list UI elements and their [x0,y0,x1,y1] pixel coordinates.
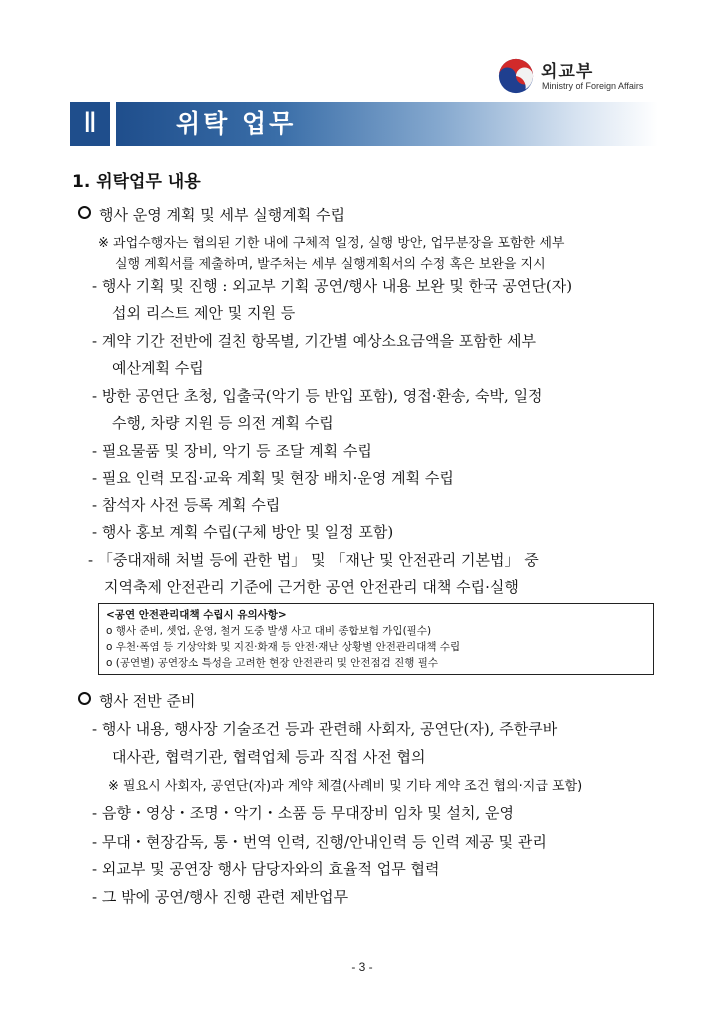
chapter-heading [70,102,658,146]
page-number: - 3 - [351,960,373,974]
list-item: - 외교부 및 공연장 행사 담당자와의 효율적 업무 협력 [92,860,440,878]
mofa-logo [497,55,657,99]
note-box-title: <공연 안전관리대책 수립시 유의사항> [106,609,287,621]
note-box-line: o 행사 준비, 셋업, 운영, 철거 도중 발생 사고 대비 종합보험 가입(필수) [106,625,432,637]
block1-heading-row [78,204,345,225]
list-item: ※ 필요시 사회자, 공연단(자)과 계약 체결(사례비 및 기타 계약 조건 협의·지급 포함) [108,779,583,794]
note-box-line: o (공연별) 공연장소 특성을 고려한 현장 안전관리 및 안전점검 진행 필수 [106,657,438,669]
block1-note-line: 실행 계획서를 제출하며, 발주처는 세부 실행계획서의 수정 혹은 보완을 지시 [115,257,546,272]
list-item: - 무대・현장감독, 통・번역 인력, 진행/안내인력 등 인력 제공 및 관리 [92,833,547,851]
list-item: - 행사 내용, 행사장 기술조건 등과 관련해 사회자, 공연단(자), 주한쿠바 [92,720,558,738]
list-item: - 방한 공연단 초청, 입출국(악기 등 반입 포함), 영접·환송, 숙박, 일정 [92,387,543,405]
block1-heading: 행사 운영 계획 및 세부 실행계획 수립 [99,206,345,224]
circle-bullet-icon [78,692,91,705]
logo-name-korean: 외교부 [541,62,594,82]
list-item: 수행, 차량 지원 등 의전 계획 수립 [112,414,334,432]
section-title: 1. 위탁업무 내용 [72,172,201,192]
taegeuk-emblem-icon [497,57,535,95]
list-item: - 「중대재해 처벌 등에 관한 법」 및 「재난 및 안전관리 기본법」 중 [88,551,539,569]
block2-heading-row [78,690,195,711]
list-item: - 음향・영상・조명・악기・소품 등 무대장비 임차 및 설치, 운영 [92,804,514,822]
list-item: - 행사 홍보 계획 수립(구체 방안 및 일정 포함) [92,523,394,541]
block2-heading: 행사 전반 준비 [99,692,196,710]
list-item: - 필요 인력 모집·교육 계획 및 현장 배치·운영 계획 수립 [92,469,454,487]
list-item: 지역축제 안전관리 기준에 근거한 공연 안전관리 대책 수립·실행 [104,578,519,596]
chapter-number: Ⅱ [70,102,110,146]
circle-bullet-icon [78,206,91,219]
note-box-line: o 우천·폭염 등 기상악화 및 지진·화재 등 안전·재난 상황별 안전관리대책 수립 [106,641,461,653]
list-item: - 참석자 사전 등록 계획 수립 [92,496,281,514]
list-item: - 필요물품 및 장비, 악기 등 조달 계획 수립 [92,442,372,460]
list-item: - 그 밖에 공연/행사 진행 관련 제반업무 [92,888,349,906]
list-item: 섭외 리스트 제안 및 지원 등 [112,304,296,322]
block1-note-line: ※ 과업수행자는 협의된 기한 내에 구체적 일정, 실행 방안, 업무분장을 포함한 세부 [98,236,565,251]
chapter-title-bar [116,102,658,146]
safety-note-box [98,603,654,675]
list-item: - 계약 기간 전반에 걸친 항목별, 기간별 예상소요금액을 포함한 세부 [92,332,536,350]
list-item: 예산계획 수립 [112,359,204,377]
list-item: 대사관, 협력기관, 협력업체 등과 직접 사전 협의 [112,748,426,766]
chapter-title: 위탁 업무 [176,109,297,138]
logo-name-english: Ministry of Foreign Affairs [542,81,644,91]
list-item: - 행사 기획 및 진행 : 외교부 기획 공연/행사 내용 보완 및 한국 공연단(자) [92,277,573,295]
